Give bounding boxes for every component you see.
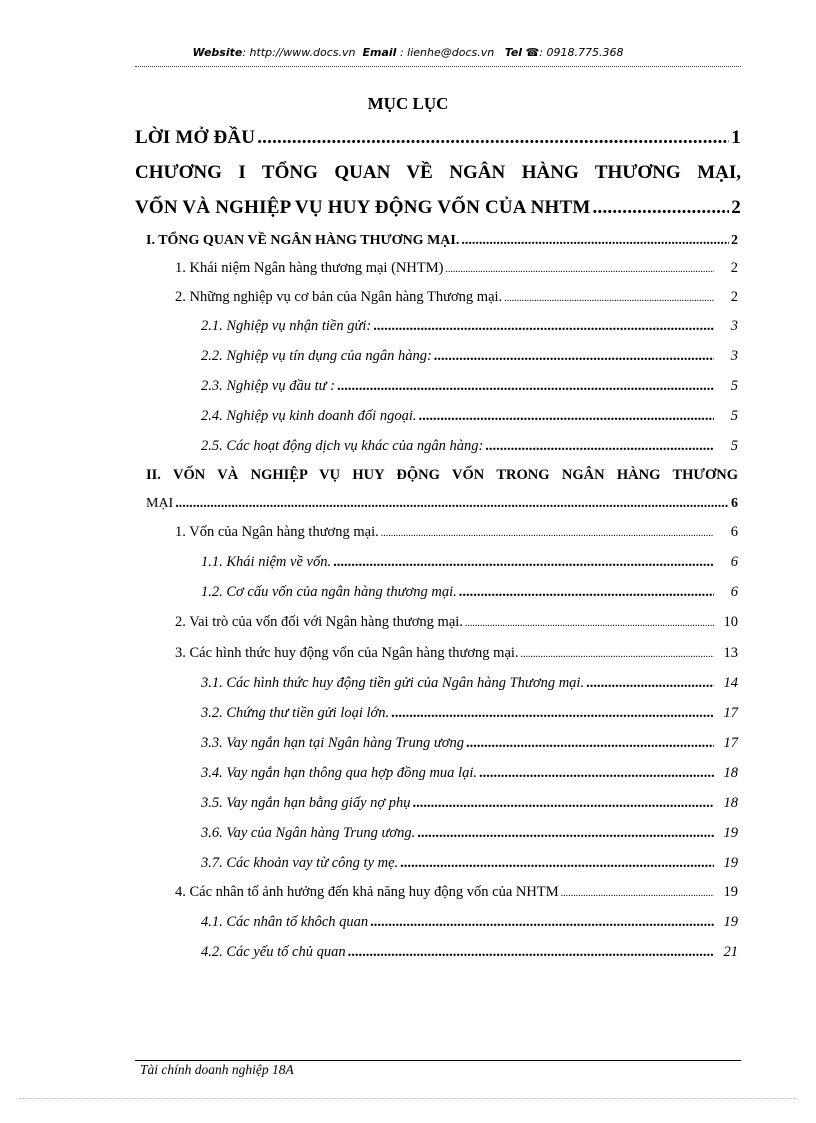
toc-page-number: 14 (723, 675, 738, 691)
toc-subitem[interactable] (201, 348, 738, 365)
toc-subitem[interactable] (201, 914, 738, 931)
toc-entry-text: 1. Khái niệm Ngân hàng thương mại (NHTM) (175, 260, 444, 276)
toc-page-number: 5 (730, 438, 738, 454)
toc-subitem[interactable] (201, 855, 738, 872)
toc-page-number: 3 (730, 348, 738, 364)
toc-entry-text: 3.1. Các hình thức huy động tiền gửi của Ngân hàng Thương mại. (201, 675, 585, 691)
toc-entry-text: I. TỔNG QUAN VỀ NGÂN HÀNG THƯƠNG MẠI. (146, 233, 460, 248)
toc-page-number: 19 (723, 884, 738, 900)
toc-page-number: 18 (723, 795, 738, 811)
toc-page-number: 1 (731, 127, 741, 148)
toc-item[interactable] (175, 614, 738, 631)
toc-entry-text: 3.5. Vay ngắn hạn bằng giấy nợ phụ (201, 795, 411, 811)
toc-page-number: 19 (723, 855, 738, 871)
toc-page-number: 5 (730, 408, 738, 424)
toc-subitem[interactable] (201, 554, 738, 571)
toc-item[interactable] (175, 260, 738, 277)
footer-divider (135, 1060, 741, 1061)
page-bottom-border (20, 1098, 796, 1099)
toc-page-number: 6 (730, 554, 738, 570)
toc-entry-text: 1. Vốn của Ngân hàng thương mại. (175, 524, 379, 540)
toc-subitem[interactable] (201, 378, 738, 395)
header-divider (135, 66, 741, 67)
toc-entry-text: 3.7. Các khoản vay từ công ty mẹ. (201, 855, 399, 871)
toc-entry-text: 2.1. Nghiệp vụ nhận tiền gửi: (201, 318, 372, 334)
email-value: : lienhe@docs.vn (396, 46, 495, 59)
toc-subitem[interactable] (201, 944, 738, 961)
toc-subitem[interactable] (201, 765, 738, 782)
toc-subitem[interactable] (201, 438, 738, 455)
toc-page-number: 6 (731, 496, 738, 511)
toc-subitem[interactable] (201, 675, 738, 692)
toc-item[interactable] (175, 645, 738, 662)
website-value: : http://www.docs.vn (242, 46, 356, 59)
toc-item[interactable] (175, 884, 738, 901)
toc-subitem[interactable] (201, 795, 738, 812)
tel-value: : 0918.775.368 (539, 46, 624, 59)
toc-page-number: 2 (730, 289, 738, 305)
website-label: Website (192, 46, 243, 59)
toc-entry-text: 4.1. Các nhân tố khôch quan (201, 914, 369, 930)
toc-page-number: 5 (730, 378, 738, 394)
page-header (0, 46, 816, 59)
toc-entry-text: 2.4. Nghiệp vụ kinh doanh đối ngoại. (201, 408, 417, 424)
toc-subitem[interactable] (201, 318, 738, 335)
toc-entry-text: 4. Các nhân tố ảnh hưởng đến khả năng huy động vốn của NHTM (175, 884, 559, 900)
toc-entry-text: 2. Những nghiệp vụ cơ bản của Ngân hàng Thương mại. (175, 289, 503, 305)
toc-entry-text: 1.2. Cơ cấu vốn của ngân hàng thương mại. (201, 584, 457, 600)
toc-chapter1-line2[interactable] (135, 197, 741, 219)
toc-page-number: 3 (730, 318, 738, 334)
page-footer: Tài chính doanh nghiệp 18A (140, 1062, 294, 1077)
toc-chapter1-line1[interactable]: CHƯƠNG I TỔNG QUAN VỀ NGÂN HÀNG THƯƠNG MẠI, (135, 162, 741, 183)
toc-page-number: 2 (731, 197, 741, 218)
toc-entry-text: 3.2. Chứng thư tiền gửi loại lớn. (201, 705, 390, 721)
toc-entry-text: VỐN VÀ NGHIỆP VỤ HUY ĐỘNG VỐN CỦA NHTM (135, 197, 591, 218)
toc-subitem[interactable] (201, 825, 738, 842)
toc-page-number: 13 (723, 645, 738, 661)
toc-entry-text: 3. Các hình thức huy động vốn của Ngân hàng thương mại. (175, 645, 519, 661)
toc-subitem[interactable] (201, 584, 738, 601)
toc-page-number: 19 (723, 825, 738, 841)
toc-section-1[interactable] (146, 233, 738, 249)
toc-page-number: 17 (723, 705, 738, 721)
page-title: MỤC LỤC (367, 94, 449, 113)
toc-page-number: 2 (730, 260, 738, 276)
toc-page-number: 6 (730, 524, 738, 540)
toc-entry-text: 1.1. Khái niệm về vốn. (201, 554, 332, 570)
toc-entry-intro[interactable] (135, 127, 741, 149)
toc-section-2-line1[interactable]: II. VỐN VÀ NGHIỆP VỤ HUY ĐỘNG VỐN TRONG NGÂN HÀNG THƯƠNG (146, 467, 738, 483)
toc-page-number: 21 (723, 944, 738, 960)
toc-entry-text: 3.4. Vay ngắn hạn thông qua hợp đồng mua lại. (201, 765, 477, 781)
toc-entry-text: 3.6. Vay của Ngân hàng Trung ương. (201, 825, 416, 841)
toc-page-number: 2 (731, 233, 738, 248)
toc-page-number: 18 (723, 765, 738, 781)
toc-subitem[interactable] (201, 408, 738, 425)
toc-entry-text: 2.3. Nghiệp vụ đầu tư : (201, 378, 335, 394)
toc-page-number: 19 (723, 914, 738, 930)
toc-entry-text: MẠI (146, 496, 174, 511)
toc-page-number: 17 (723, 735, 738, 751)
email-label: Email (362, 46, 397, 59)
toc-page-number: 10 (723, 614, 738, 630)
toc-section-2-line2[interactable] (146, 496, 738, 512)
toc-entry-text: 3.3. Vay ngắn hạn tại Ngân hàng Trung ương (201, 735, 464, 751)
toc-subitem[interactable] (201, 735, 738, 752)
toc-item[interactable] (175, 524, 738, 541)
toc-entry-text: 4.2. Các yếu tố chủ quan (201, 944, 346, 960)
toc-subitem[interactable] (201, 705, 738, 722)
toc-item[interactable] (175, 289, 738, 306)
tel-label: Tel (504, 46, 523, 59)
toc-entry-text: 2. Vai trò của vốn đối với Ngân hàng thương mại. (175, 614, 463, 630)
phone-icon: ☎ (525, 46, 540, 59)
toc-page-number: 6 (730, 584, 738, 600)
toc-entry-text: 2.2. Nghiệp vụ tín dụng của ngân hàng: (201, 348, 432, 364)
toc-entry-text: LỜI MỞ ĐẦU (135, 127, 256, 148)
toc-entry-text: 2.5. Các hoạt động dịch vụ khác của ngân hàng: (201, 438, 484, 454)
